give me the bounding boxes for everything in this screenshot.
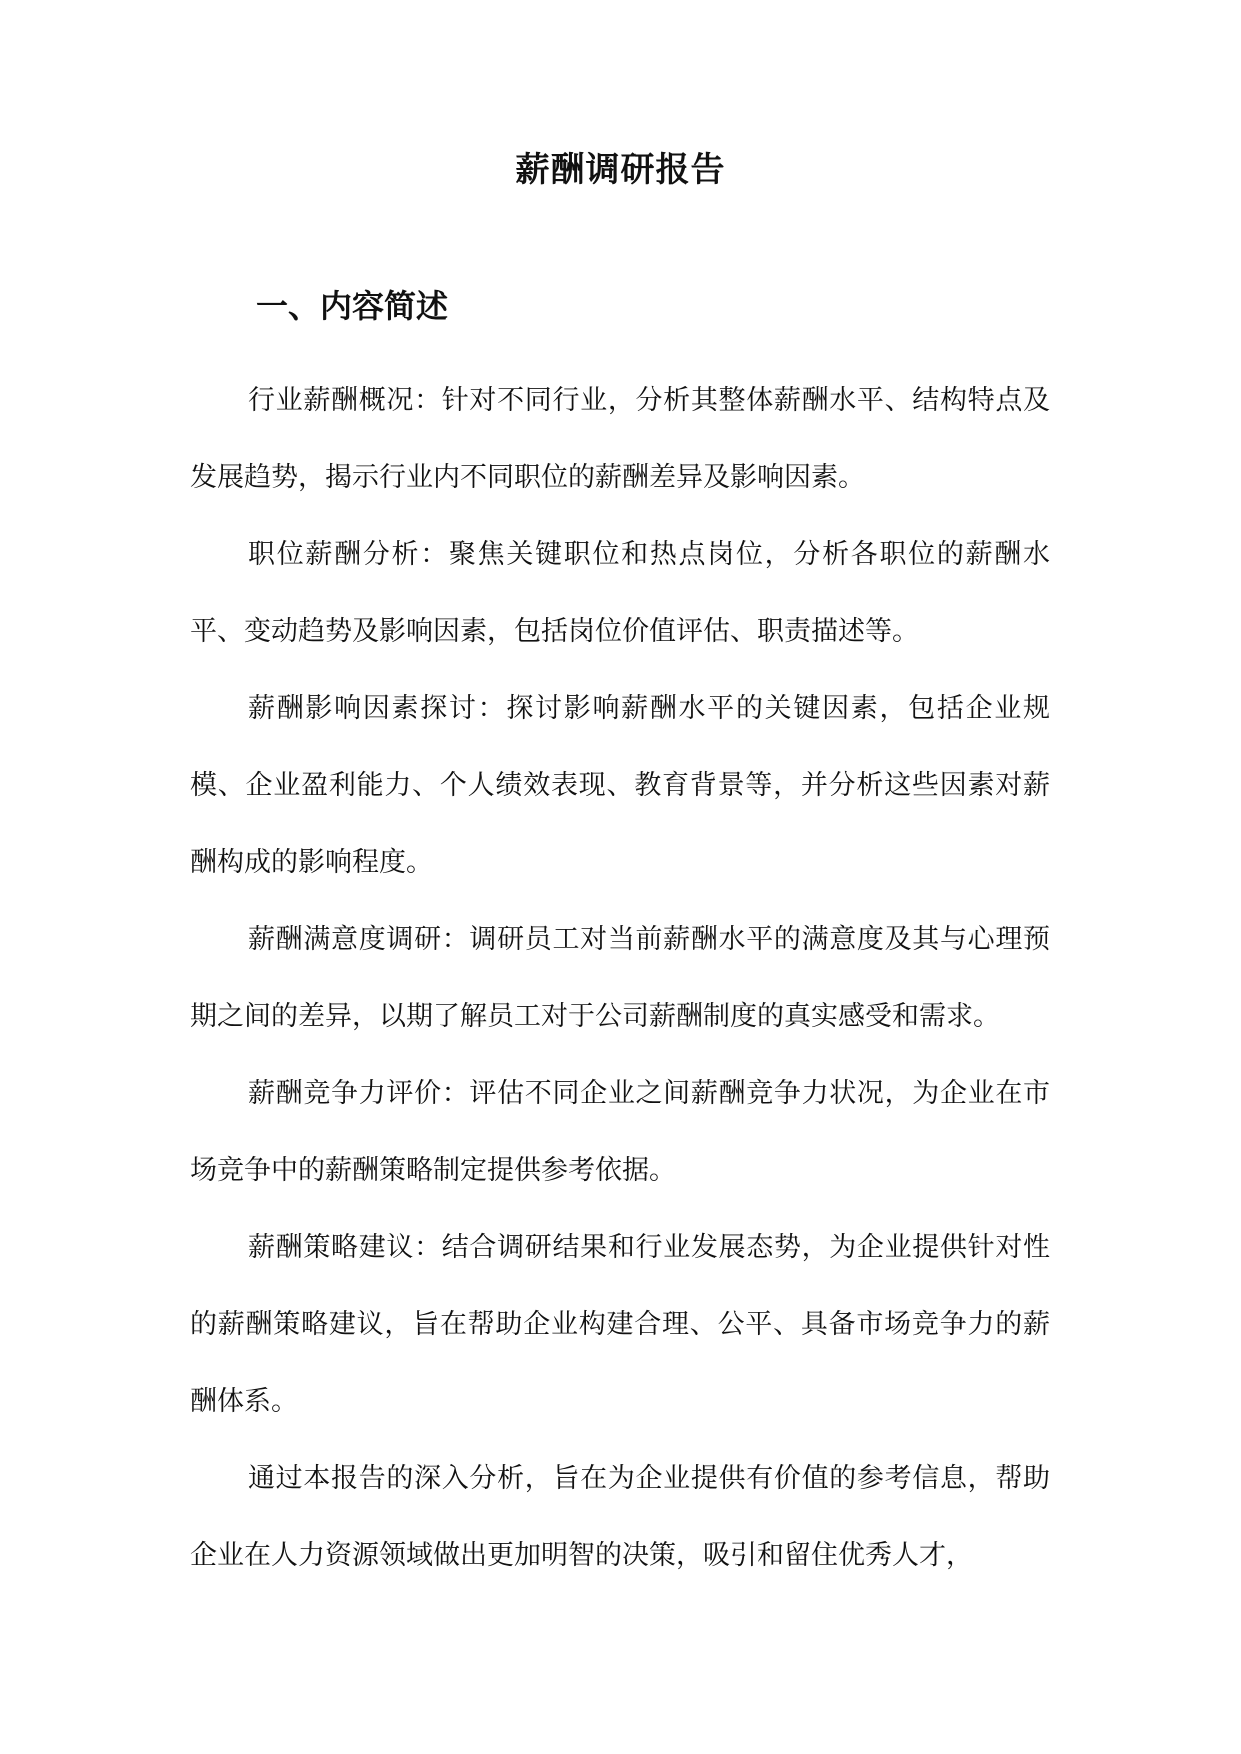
document-body (190, 362, 1050, 1594)
paragraph-industry-overview: 行业薪酬概况：针对不同行业，分析其整体薪酬水平、结构特点及发展趋势，揭示行业内不同职位的薪酬差异及影响因素。 (190, 385, 1050, 493)
paragraph-conclusion: 通过本报告的深入分析，旨在为企业提供有价值的参考信息，帮助企业在人力资源领域做出更加明智的决策，吸引和留住优秀人才， (190, 1463, 1050, 1571)
paragraph-position-analysis: 职位薪酬分析：聚焦关键职位和热点岗位，分析各职位的薪酬水平、变动趋势及影响因素，包括岗位价值评估、职责描述等。 (190, 539, 1050, 647)
paragraph-competitiveness: 薪酬竞争力评价：评估不同企业之间薪酬竞争力状况，为企业在市场竞争中的薪酬策略制定提供参考依据。 (190, 1078, 1050, 1186)
paragraph-influencing-factors: 薪酬影响因素探讨：探讨影响薪酬水平的关键因素，包括企业规模、企业盈利能力、个人绩效表现、教育背景等，并分析这些因素对薪酬构成的影响程度。 (190, 693, 1050, 878)
section-heading: 一、内容简述 (256, 287, 449, 325)
paragraph-satisfaction-survey: 薪酬满意度调研：调研员工对当前薪酬水平的满意度及其与心理预期之间的差异，以期了解员工对于公司薪酬制度的真实感受和需求。 (190, 924, 1050, 1032)
paragraph-strategy-advice: 薪酬策略建议：结合调研结果和行业发展态势，为企业提供针对性的薪酬策略建议，旨在帮助企业构建合理、公平、具备市场竞争力的薪酬体系。 (190, 1232, 1050, 1417)
document-title: 薪酬调研报告 (515, 150, 726, 190)
